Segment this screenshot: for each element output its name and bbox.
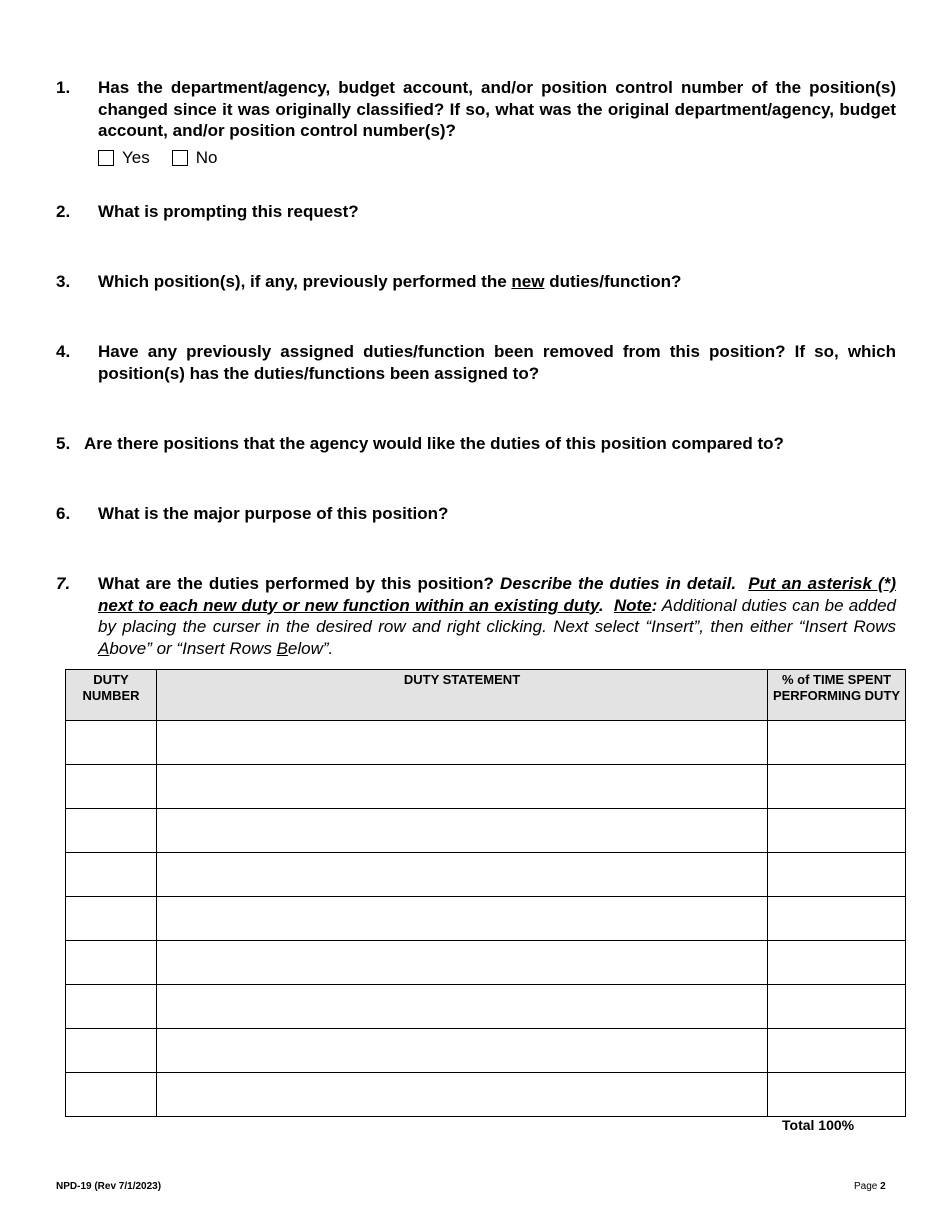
time-spent-cell[interactable] [768,765,906,809]
duty-number-cell[interactable] [66,941,157,985]
time-spent-cell[interactable] [768,897,906,941]
time-spent-cell[interactable] [768,941,906,985]
time-spent-cell[interactable] [768,721,906,765]
question-6 [56,503,896,525]
time-spent-cell[interactable] [768,853,906,897]
duty-row [66,765,906,809]
duty-table [65,669,906,1117]
duty-statement-cell[interactable] [157,809,768,853]
time-spent-cell[interactable] [768,1029,906,1073]
duty-statement-cell[interactable] [157,853,768,897]
question-7-lead: What are the duties performed by this position? [98,574,501,593]
question-3-text-end: duties/function? [544,272,682,291]
duty-number-header: DUTY NUMBER [66,670,157,721]
question-5-number: 5. [56,434,71,453]
duty-number-cell[interactable] [66,1073,157,1117]
question-7 [56,573,896,659]
duty-statement-cell[interactable] [157,765,768,809]
duty-number-cell[interactable] [66,853,157,897]
question-4-text: Have any previously assigned duties/function been removed from this position? If so, which position(s) has the duties/functions been assigned to? [98,342,896,383]
question-6-number: 6. [56,504,71,523]
duty-statement-cell[interactable] [157,1073,768,1117]
question-5 [56,433,896,455]
duty-row [66,1073,906,1117]
question-2-text: What is prompting this request? [98,202,359,221]
no-option[interactable] [172,148,218,168]
duty-row [66,809,906,853]
duty-number-cell[interactable] [66,1029,157,1073]
form-id: NPD-19 (Rev 7/1/2023) [56,1181,162,1192]
duty-number-cell[interactable] [66,985,157,1029]
question-1-number: 1. [56,78,71,97]
page-label: Page [854,1181,878,1192]
question-7-above-letter: A [98,638,110,658]
duty-row [66,1029,906,1073]
question-3 [56,271,896,293]
question-2 [56,201,896,223]
question-7-text: What are the duties performed by this position? Describe the duties in detail. Put an asterisk (*) next to each new duty or new function within an existing duty. Note: Additional duties can be added by placing the curser in the desired row and right clicking. Next select “Insert”, then either “Insert Rows Above” or “Insert Rows Below”. [98,574,897,658]
duty-statement-header: DUTY STATEMENT [157,670,768,721]
duty-row [66,853,906,897]
no-label: No [195,148,218,167]
question-4 [56,341,896,384]
question-1-text: Has the department/agency, budget account, and/or position control number of the position(s) changed since it was originally classified? If so, what was the original department/agency, budget account, and/or position control number(s)? [98,78,896,140]
question-1-options [98,148,239,168]
question-3-number: 3. [56,272,71,291]
question-4-number: 4. [56,342,71,361]
duty-statement-cell[interactable] [157,941,768,985]
question-3-text-start: Which position(s), if any, previously performed the [98,272,512,291]
question-1 [56,77,896,142]
duty-row [66,721,906,765]
time-spent-cell[interactable] [768,809,906,853]
duty-statement-cell[interactable] [157,721,768,765]
question-7-number: 7. [56,574,71,593]
duty-number-cell[interactable] [66,721,157,765]
duty-number-cell[interactable] [66,765,157,809]
no-checkbox[interactable] [172,150,188,166]
question-5-text: Are there positions that the agency would like the duties of this position compared to? [84,434,784,453]
question-7-above-rest: bove” or “Insert Rows [109,638,277,658]
yes-checkbox[interactable] [98,150,114,166]
question-7-below-rest: elow”. [287,638,334,658]
duty-row [66,985,906,1029]
time-spent-header: % of TIME SPENT PERFORMING DUTY [768,670,906,721]
duty-number-cell[interactable] [66,897,157,941]
question-6-text: What is the major purpose of this position? [98,504,449,523]
question-3-underlined-word: new [511,272,545,291]
duty-statement-cell[interactable] [157,985,768,1029]
time-spent-cell[interactable] [768,1073,906,1117]
question-2-number: 2. [56,202,71,221]
duty-table-header [66,670,906,721]
question-7-below-letter: B [276,638,288,658]
page-number-value: 2 [880,1181,886,1192]
yes-option[interactable] [98,148,150,168]
question-7-note-label: Note [613,595,652,615]
question-7-asterisk-instruction: Put an asterisk (*) next to each new duty or new function within an existing duty [98,574,896,615]
time-spent-cell[interactable] [768,985,906,1029]
page-number [854,1181,886,1192]
duty-row [66,941,906,985]
duty-statement-cell[interactable] [157,897,768,941]
duty-number-cell[interactable] [66,809,157,853]
yes-label: Yes [122,148,150,167]
question-7-note-text: Additional duties can be added by placing the curser in the desired row and right clicking. Next select “Insert”, then either “Insert Rows [98,595,897,636]
duty-statement-cell[interactable] [157,1029,768,1073]
question-3-text [98,271,896,293]
question-7-describe: Describe the duties in detail. [500,574,737,593]
duty-row [66,897,906,941]
total-percent: Total 100% [782,1117,855,1133]
